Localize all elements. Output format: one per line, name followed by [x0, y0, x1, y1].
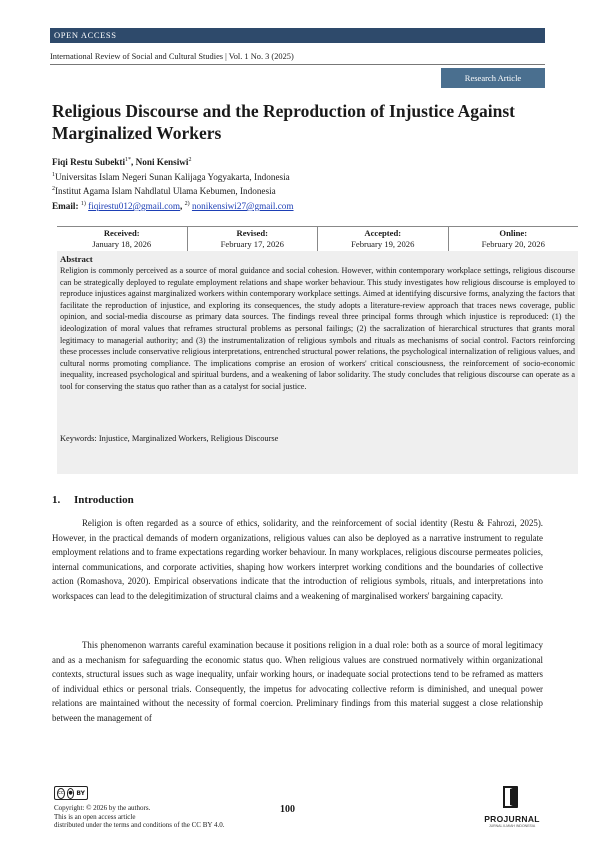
- date-label: Accepted:: [364, 228, 402, 238]
- email-separator: ,: [180, 201, 185, 212]
- date-label: Received:: [103, 228, 140, 238]
- email-superscript: 1): [80, 201, 86, 207]
- license-line: distributed under the terms and conditions of the CC BY 4.0.: [54, 821, 225, 830]
- affiliation-text: Universitas Islam Negeri Sunan Kalijaga Yogyakarta, Indonesia: [55, 172, 290, 183]
- abstract-box: [57, 251, 578, 474]
- affiliation-2: [52, 186, 276, 196]
- cc-license-badge[interactable]: [54, 786, 88, 800]
- body-paragraph: Religion is often regarded as a source of ethics, solidarity, and the reinforcement of social identity (Restu & Fahrozi, 2025). However, in the practical demands of modern organizations, religious values can also be deployed as a narrative instrument to regulate employment relations and to frame expectations regarding worker behaviour. In many workplaces, religious discourse permeates policies, internal communications, and corporate activities, shaping how workers interpret working conditions and the boundaries of collective action (Romashova, 2020). Empirical observations indicate that the introduction of religious symbols, rituals, and interpretations into workspaces can lead to the delegitimization of structural claims and a weakening of marginalised workers' bargaining capacity.: [52, 518, 543, 601]
- date-value: February 19, 2026: [351, 239, 415, 249]
- date-received: [57, 227, 188, 251]
- email-link-1[interactable]: fiqirestu012@gmail.com: [88, 201, 181, 212]
- author-name: Fiqi Restu Subekti: [52, 157, 126, 168]
- date-label: Revised:: [236, 228, 268, 238]
- date-value: January 18, 2026: [92, 239, 152, 249]
- abstract-heading: Abstract: [60, 254, 93, 264]
- section-heading: [52, 494, 134, 506]
- author-superscript: 2: [188, 157, 192, 163]
- publication-dates-table: [57, 226, 578, 252]
- author-list: [52, 157, 191, 167]
- affiliation-superscript: 1: [52, 172, 55, 178]
- date-accepted: [318, 227, 449, 251]
- date-revised: [188, 227, 319, 251]
- creative-commons-icon: cc: [57, 788, 65, 799]
- header-divider: [50, 64, 545, 65]
- date-label: Online:: [499, 228, 528, 238]
- date-value: February 20, 2026: [481, 239, 545, 249]
- publisher-logo: [478, 785, 546, 828]
- article-type-badge: Research Article: [441, 68, 545, 88]
- logo-name: PROJURNAL: [484, 814, 540, 824]
- author-name: Noni Kensiwi: [135, 157, 189, 168]
- body-paragraph: This phenomenon warrants careful examination because it positions religion in a dual role: both as a source of moral legitimacy and as a mechanism for safeguarding the economic status quo. When religious values are construed normatively within organizational contexts, structural issues such as wage inequality, unfair working hours, or inadequate social protections tend to be reframed as matters of individual ethics or personal trials. Consequently, the impetus for advocating collective reform is diminished, and unequal power relations are maintained without the necessity of formal coercion. Preliminary findings from this material suggest a close relationship between the management of: [52, 640, 543, 723]
- date-value: February 17, 2026: [220, 239, 284, 249]
- copyright-line: Copyright: © 2026 by the authors.: [54, 804, 151, 812]
- open-access-banner: OPEN ACCESS: [50, 28, 545, 43]
- section-number: 1.: [52, 494, 61, 506]
- email-link-2[interactable]: nonikensiwi27@gmail.com: [191, 201, 294, 212]
- page-number: 100: [280, 804, 295, 815]
- email-label: Email:: [52, 201, 81, 212]
- paper-title: Religious Discourse and the Reproduction of Injustice Against Marginalized Workers: [52, 101, 515, 143]
- date-online: [449, 227, 579, 251]
- affiliation-text: Institut Agama Islam Nahdlatul Ulama Kebumen, Indonesia: [55, 186, 276, 197]
- abstract-text: Religion is commonly perceived as a source of moral guidance and social cohesion. However, within contemporary workplace settings, religious discourse can be strategically deployed to regulate employment relations and shape worker behaviour. This study investigates how religious discourse is employed to reproduce injustices against marginalized workers within contemporary workplace settings. Aimed at identifying discursive forms, analyzing the factors that facilitate the reproduction of injustice, and exploring its consequences, the study adopts a literature-review approach that traces news coverage, public opinion, and social-media discourse as primary data sources. The findings reveal three principal forms through which injustice is reproduced: (1) the ideologization of moral values that reframes structural problems as personal failings; (2) the sacralization of hierarchical structures that grants moral legitimacy to managerial authority; and (3) the instrumentalization of religious symbols and rituals as mechanisms of social control. Factors reinforcing these processes include conservative religious interpretations, entrenched structural power relations, the psychological internalization of religious values, and cultural norms promoting compliance. The implications comprise an erosion of workers' critical consciousness, the reinforcement of socio-economic inequality, increased psychological and spiritual burdens, and a weakening of labor solidarity. The study concludes that religious discourse can operate as a tool for conserving the status quo rather than as a catalyst for social justice.: [60, 266, 575, 391]
- logo-subtitle: JURNAL ILMIAH INDONESIA: [488, 824, 536, 828]
- license-notice: [54, 804, 224, 830]
- attribution-person-icon: ●: [67, 788, 75, 799]
- affiliation-1: [52, 172, 290, 182]
- author-superscript: 1*: [125, 157, 132, 163]
- keywords: Keywords: Injustice, Marginalized Workers, Religious Discourse: [60, 434, 279, 443]
- license-line: This is an open access article: [54, 812, 136, 821]
- journal-citation: International Review of Social and Cultural Studies | Vol. 1 No. 3 (2025): [50, 52, 294, 61]
- email-superscript: 2): [184, 201, 190, 207]
- cc-by-label: BY: [76, 789, 85, 797]
- affiliation-superscript: 2: [52, 186, 55, 192]
- section-title: Introduction: [74, 494, 134, 506]
- book-door-icon: [502, 785, 522, 809]
- author-separator: ,: [131, 157, 136, 168]
- email-line: [52, 201, 294, 211]
